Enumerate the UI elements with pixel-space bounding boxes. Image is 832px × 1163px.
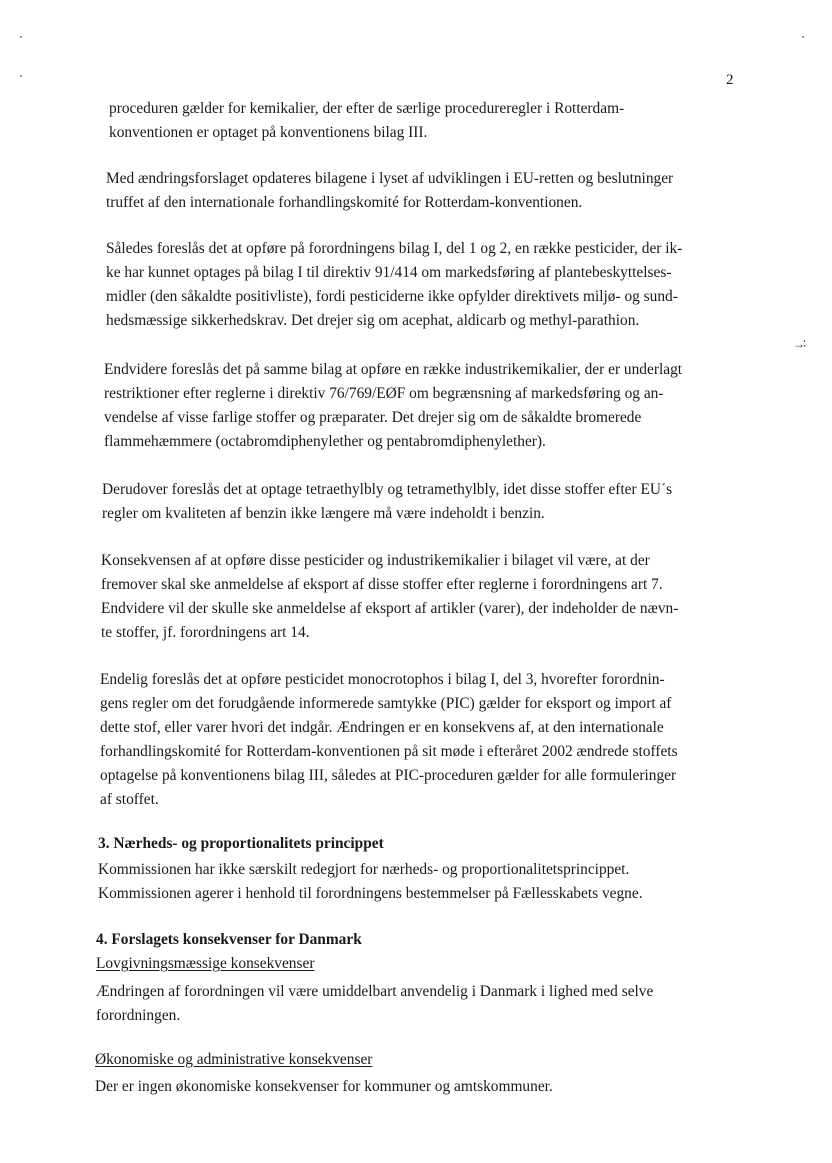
- section-3-heading: 3. Nærheds- og proportionalitets princippet: [98, 835, 384, 852]
- text-line: konventionen er optaget på konventionens bilag III.: [109, 124, 428, 141]
- paragraph-amendment-update: [106, 167, 766, 215]
- paragraph-lead-additives: [102, 478, 762, 526]
- economic-consequences-body: [95, 1075, 755, 1099]
- text-line: restriktioner efter reglerne i direktiv 76/769/EØF om begrænsning af markedsføring og an-: [104, 385, 664, 402]
- paragraph-monocrotophos: [100, 668, 760, 812]
- legislative-consequences-body: [96, 980, 756, 1028]
- economic-consequences-subheading: Økonomiske og administrative konsekvenser: [95, 1051, 373, 1068]
- text-line: Derudover foreslås det at optage tetraethylbly og tetramethylbly, idet disse stoffer efter EU´s: [102, 481, 673, 498]
- section-4-heading: 4. Forslagets konsekvenser for Danmark: [96, 931, 362, 948]
- paragraph-pesticides: [106, 237, 766, 333]
- text-line: dette stof, eller varer hvori det indgår. Ændringen er en konsekvens af, at den internationale: [100, 719, 664, 736]
- text-line: ke har kunnet optages på bilag I til direktiv 91/414 om markedsføring af plantebeskyttelses-: [106, 264, 672, 281]
- paragraph-industrial-chemicals: [104, 358, 764, 454]
- text-line: Med ændringsforslaget opdateres bilagene i lyset af udviklingen i EU-retten og beslutninger: [106, 170, 674, 187]
- text-line: Konsekvensen af at opføre disse pesticider og industrikemikalier i bilaget vil være, at der: [101, 552, 650, 569]
- text-line: Kommissionen agerer i henhold til forordningens bestemmelser på Fællesskabets vegne.: [98, 885, 643, 902]
- text-line: Ændringen af forordningen vil være umiddelbart anvendelig i Danmark i lighed med selve: [96, 983, 654, 1000]
- paragraph-consequence-export: [101, 549, 761, 645]
- scan-speck: [20, 36, 22, 38]
- text-line: Endvidere vil der skulle ske anmeldelse af eksport af artikler (varer), der indeholder de nævn-: [101, 600, 679, 617]
- text-line: Således foreslås det at opføre på forordningens bilag I, del 1 og 2, en række pesticider, der ik-: [106, 240, 683, 257]
- text-line: fremover skal ske anmeldelse af eksport af disse stoffer efter reglerne i forordningens art 7.: [101, 576, 663, 593]
- text-line: gens regler om det forudgående informerede samtykke (PIC) gælder for eksport og import af: [100, 695, 672, 712]
- section-3-body: [98, 858, 758, 906]
- scan-speck: [20, 75, 22, 77]
- text-line: regler om kvaliteten af benzin ikke længere må være indeholdt i benzin.: [102, 505, 545, 522]
- legislative-consequences-subheading: Lovgivningsmæssige konsekvenser: [96, 955, 315, 972]
- text-line: Kommissionen har ikke særskilt redegjort for nærheds- og proportionalitetsprincippet.: [98, 861, 630, 878]
- scan-mark: →∶: [793, 337, 805, 351]
- text-line: flammehæmmere (octabromdiphenylether og pentabromdiphenylether).: [104, 433, 546, 450]
- text-line: hedsmæssige sikkerhedskrav. Det drejer sig om acephat, aldicarb og methyl-parathion.: [106, 312, 640, 329]
- text-line: Der er ingen økonomiske konsekvenser for kommuner og amtskommuner.: [95, 1078, 553, 1095]
- scan-speck: [802, 36, 804, 38]
- page-number: 2: [726, 72, 734, 88]
- text-line: te stoffer, jf. forordningens art 14.: [101, 624, 310, 641]
- text-line: forhandlingskomité for Rotterdam-konventionen på sit møde i efteråret 2002 ændrede stoffets: [100, 743, 678, 760]
- paragraph-intro-continuation: [109, 97, 769, 145]
- text-line: Endelig foreslås det at opføre pesticidet monocrotophos i bilag I, del 3, hvorefter forordnin-: [100, 671, 665, 688]
- text-line: midler (den såkaldte positivliste), fordi pesticiderne ikke opfylder direktivets miljø- og sund-: [106, 288, 678, 305]
- text-line: vendelse af visse farlige stoffer og præparater. Det drejer sig om de såkaldte bromerede: [104, 409, 642, 426]
- text-line: truffet af den internationale forhandlingskomité for Rotterdam-konventionen.: [106, 194, 583, 211]
- text-line: Endvidere foreslås det på samme bilag at opføre en række industrikemikalier, der er underlagt: [104, 361, 683, 378]
- text-line: forordningen.: [96, 1007, 181, 1024]
- text-line: af stoffet.: [100, 791, 159, 808]
- text-line: proceduren gælder for kemikalier, der efter de særlige procedureregler i Rotterdam-: [109, 100, 625, 117]
- text-line: optagelse på konventionens bilag III, således at PIC-proceduren gælder for alle formuleringer: [100, 767, 677, 784]
